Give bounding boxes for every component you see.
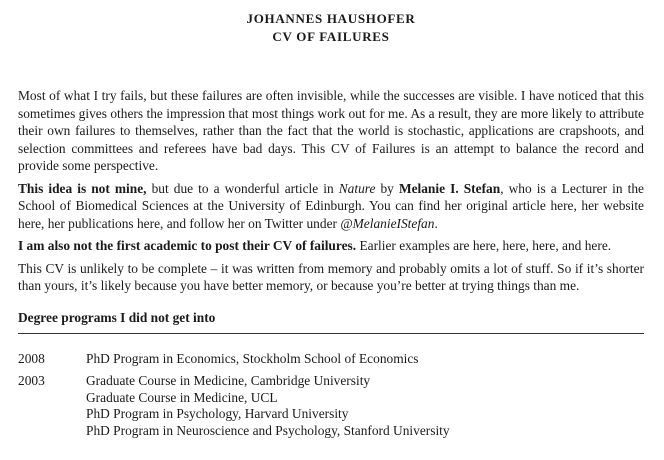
intro-paragraph-2: [18, 180, 644, 233]
entry-year: 2008: [18, 350, 45, 366]
idea-text-2: by: [375, 180, 399, 196]
cv-document: [18, 10, 644, 445]
degree-programs-list: [18, 351, 644, 440]
author-name: JOHANNES HAUSHOFER: [246, 11, 416, 26]
credited-author: Melanie I. Stefan: [398, 180, 501, 196]
entry-items: [86, 351, 644, 368]
entry-items: [86, 373, 644, 439]
intro-paragraph-3: [18, 237, 644, 255]
cv-entry: [18, 373, 644, 439]
entry-item: PhD Program in Economics, Stockholm School of Economics: [86, 350, 419, 366]
intro-paragraph-1: Most of what I try fails, but these failures are often invisible, while the successes are visible. I have noticed that this sometimes gives others the impression that most things work out for me. As a result, they are more likely to attribute their own failures to themselves, rather than the fact that the world is stochastic, applications are crapshoots, and selection committees and referees have bad days. This CV of Failures is an attempt to balance the record and provide some perspective.: [18, 88, 644, 173]
entry-item: PhD Program in Neuroscience and Psychology, Stanford University: [86, 422, 450, 438]
document-header: [18, 10, 644, 46]
entry-item: PhD Program in Psychology, Harvard University: [86, 406, 349, 421]
idea-text-4: .: [434, 215, 438, 231]
cv-entry: [18, 351, 644, 368]
idea-text-3: , who is a Lecturer in the School of Biomedical Sciences at the University of Edinburgh. You can find her original article here, her website here, her publications here, and follow her on Twitter under: [18, 180, 644, 231]
section-divider: [18, 333, 644, 334]
entry-item: Graduate Course in Medicine, UCL: [86, 389, 278, 405]
entry-item: Graduate Course in Medicine, Cambridge University: [86, 373, 371, 388]
journal-name: Nature: [338, 180, 376, 196]
entry-year: 2003: [18, 373, 45, 388]
intro-paragraph-4: This CV is unlikely to be complete – it was written from memory and probably omits a lot of stuff. So if it’s shorter than yours, it’s likely because you have better memory, or because you’re better at trying things than me.: [18, 260, 644, 293]
intro-section: [18, 87, 644, 295]
document-title: CV OF FAILURES: [272, 29, 390, 44]
section-heading-degree-programs: Degree programs I did not get into: [18, 309, 216, 325]
idea-lead: This idea is not mine,: [18, 180, 147, 196]
idea-text-1: but due to a wonderful article in: [146, 180, 339, 196]
not-first-text: Earlier examples are here, here, here, and here.: [356, 238, 612, 253]
not-first-lead: I am also not the first academic to post their CV of failures.: [18, 238, 357, 253]
twitter-handle: @MelanieIStefan: [340, 215, 435, 231]
